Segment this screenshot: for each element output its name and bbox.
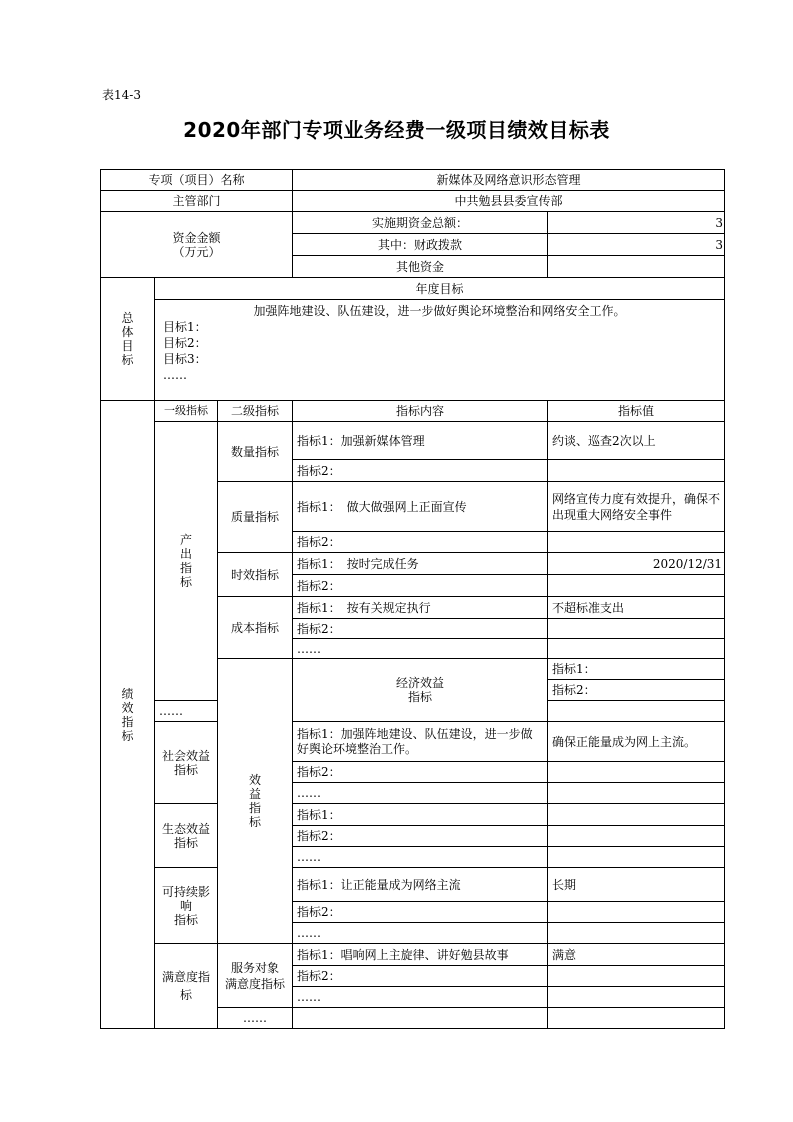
indicator-content: 指标2： <box>293 575 548 597</box>
indicator-content: 指标1： 按时完成任务 <box>293 553 548 575</box>
overall-goals-label: 总 体 目 标 <box>101 278 155 401</box>
content-header: 指标内容 <box>293 401 548 422</box>
funds-other-label: 其他资金 <box>293 256 548 278</box>
funds-label-text: 资金金额 <box>172 230 221 245</box>
indicator-value: 约谈、巡查2次以上 <box>548 422 725 460</box>
department-label: 主管部门 <box>101 191 293 212</box>
indicator-value: 确保正能量成为网上主流。 <box>548 722 725 762</box>
indicator-value <box>548 701 725 722</box>
indicator-value <box>548 1008 725 1029</box>
indicator-value: 不超标准支出 <box>548 597 725 619</box>
satisfaction-indicators-label: 满意度指 标 <box>155 944 218 1029</box>
indicator-content: 指标2： <box>548 680 725 701</box>
quantity-indicator-label: 数量指标 <box>218 422 293 482</box>
indicator-content: …… <box>293 639 548 659</box>
indicator-content: 指标1：唱响网上主旋律、讲好勉县故事 <box>293 944 548 966</box>
funds-total-row <box>101 212 725 234</box>
page-title: 2020年部门专项业务经费一级项目绩效目标表 <box>183 118 610 142</box>
level2-header: 二级指标 <box>218 401 293 422</box>
department-row <box>101 191 725 212</box>
indicator-content: …… <box>293 987 548 1008</box>
indicator-content: …… <box>293 847 548 868</box>
table-row <box>101 944 725 966</box>
quality-indicator-label: 质量指标 <box>218 482 293 553</box>
project-name-row <box>101 170 725 191</box>
indicator-value <box>548 826 725 847</box>
indicator-value <box>548 532 725 553</box>
indicator-content: 指标1：加强阵地建设、队伍建设，进一步做好舆论环境整治工作。 <box>293 722 548 762</box>
goal-item-more: …… <box>163 368 187 382</box>
indicator-value <box>548 966 725 987</box>
project-name-label: 专项（项目）名称 <box>101 170 293 191</box>
table-row <box>101 722 725 762</box>
table-row <box>101 868 725 902</box>
goal-item-1: 目标1： <box>163 320 207 334</box>
indicator-value <box>548 783 725 804</box>
sustainable-indicator-label: 可持续影响 指标 <box>155 868 218 944</box>
table-row <box>101 804 725 826</box>
indicator-content <box>293 1008 548 1029</box>
benefit-indicators-label: 效 益 指 标 <box>218 659 293 944</box>
indicator-content: 指标2： <box>293 619 548 639</box>
social-indicator-label: 社会效益 指标 <box>155 722 218 804</box>
funds-label <box>101 212 293 278</box>
indicator-value <box>548 575 725 597</box>
output-indicators-label: 产 出 指 标 <box>155 422 218 701</box>
value-header: 指标值 <box>548 401 725 422</box>
ecological-indicator-label: 生态效益 指标 <box>155 804 218 868</box>
performance-table <box>100 169 725 1029</box>
goals-content-row <box>101 300 725 401</box>
funds-fiscal-label: 其中：财政拨款 <box>293 234 548 256</box>
indicator-content: 指标2： <box>293 460 548 482</box>
indicator-header-row <box>101 401 725 422</box>
service-satisfaction-indicator-label: 服务对象 满意度指标 <box>218 944 293 1008</box>
indicator-content: 指标1：加强新媒体管理 <box>293 422 548 460</box>
funds-total-label: 实施期资金总额： <box>293 212 548 234</box>
indicator-content: 指标2： <box>293 826 548 847</box>
indicator-content: 指标1： 做大做强网上正面宣传 <box>293 482 548 532</box>
indicator-value <box>548 639 725 659</box>
indicator-value: 满意 <box>548 944 725 966</box>
department-value: 中共勉县县委宣传部 <box>293 191 725 212</box>
project-name-value: 新媒体及网络意识形态管理 <box>293 170 725 191</box>
table-number: 表14-3 <box>102 88 141 102</box>
cost-indicator-label: 成本指标 <box>218 597 293 659</box>
indicator-value <box>548 987 725 1008</box>
indicator-value <box>548 804 725 826</box>
funds-other-value <box>548 256 725 278</box>
indicator-content: …… <box>293 783 548 804</box>
indicator-value: 网络宣传力度有效提升，确保不出现重大网络安全事件 <box>548 482 725 532</box>
indicator-content: 指标2： <box>293 762 548 783</box>
indicator-content: 指标2： <box>293 902 548 923</box>
performance-indicators-label: 绩 效 指 标 <box>101 401 155 1029</box>
indicator-content: 指标2： <box>293 966 548 987</box>
indicator-content: 指标2： <box>293 532 548 553</box>
goal-item-3: 目标3： <box>163 352 207 366</box>
annual-goal-header: 年度目标 <box>155 278 725 300</box>
indicator-value <box>548 619 725 639</box>
goals-header-row <box>101 278 725 300</box>
funds-unit-text: （万元） <box>172 244 221 259</box>
indicator-content: 指标1： <box>293 804 548 826</box>
indicator-value: 长期 <box>548 868 725 902</box>
goal-item-2: 目标2： <box>163 336 207 350</box>
indicator-value <box>548 762 725 783</box>
indicator-value <box>548 902 725 923</box>
table-row <box>101 422 725 460</box>
indicator-value <box>548 460 725 482</box>
goal-main-text: 加强阵地建设、队伍建设，进一步做好舆论环境整治和网络安全工作。 <box>253 304 626 318</box>
satisfaction-more: …… <box>218 1008 293 1029</box>
indicator-value <box>548 847 725 868</box>
indicator-content: …… <box>155 701 218 722</box>
funds-fiscal-value: 3 <box>548 234 725 256</box>
level1-header: 一级指标 <box>155 401 218 422</box>
indicator-value: 2020/12/31 <box>548 553 725 575</box>
indicator-value <box>548 923 725 944</box>
timeliness-indicator-label: 时效指标 <box>218 553 293 597</box>
economic-indicator-label: 经济效益 指标 <box>293 659 548 722</box>
indicator-content: 指标1： 按有关规定执行 <box>293 597 548 619</box>
indicator-content: …… <box>293 923 548 944</box>
goals-content <box>155 300 725 401</box>
funds-total-value: 3 <box>548 212 725 234</box>
indicator-content: 指标1：让正能量成为网络主流 <box>293 868 548 902</box>
indicator-content: 指标1： <box>548 659 725 680</box>
